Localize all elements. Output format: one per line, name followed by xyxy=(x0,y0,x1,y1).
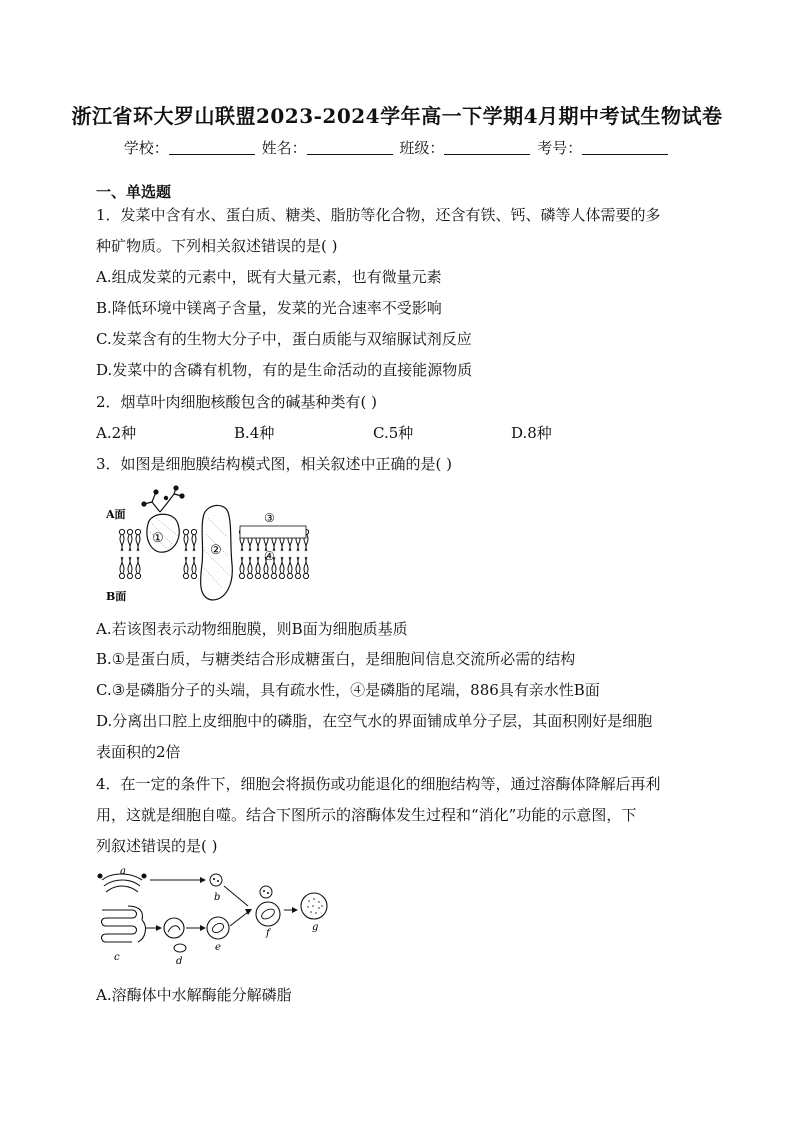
q1-option-c[interactable]: C.发菜含有的生物大分子中，蛋白质能与双缩脲试剂反应 xyxy=(96,330,472,348)
sugar-chain xyxy=(142,486,184,512)
label-d: d xyxy=(176,956,183,967)
phospholipid-tail xyxy=(192,535,196,551)
figure-number-2: ② xyxy=(210,543,222,558)
label-c: c xyxy=(114,952,120,963)
q1-option-d[interactable]: D.发菜中的含磷有机物，有的是生命活动的直接能源物质 xyxy=(96,361,473,379)
phospholipid-tail xyxy=(248,557,252,573)
phospholipid-head xyxy=(135,573,140,578)
phospholipid-tail xyxy=(136,557,140,573)
figure-number-4: ④ xyxy=(264,549,275,563)
phospholipid-tail xyxy=(192,557,196,573)
class-blank[interactable] xyxy=(444,139,530,155)
phospholipid-head xyxy=(127,529,132,534)
q3-option-a[interactable]: A.若该图表示动物细胞膜，则B面为细胞质基质 xyxy=(96,620,408,638)
phospholipid-head-region xyxy=(240,526,306,538)
phospholipid-head xyxy=(287,573,292,578)
label-a: a xyxy=(120,866,126,877)
phospholipid-head xyxy=(127,573,132,578)
q3-option-d-line2: 表面积的2倍 xyxy=(96,743,181,761)
q3-option-b[interactable]: B.①是蛋白质，与糖类结合形成糖蛋白，是细胞间信息交流所必需的结构 xyxy=(96,650,576,668)
label-g: g xyxy=(312,922,319,933)
phospholipid-head xyxy=(119,529,124,534)
phospholipid-head xyxy=(191,529,196,534)
phospholipid-tail xyxy=(184,535,188,551)
school-blank[interactable] xyxy=(169,139,255,155)
student-info-row xyxy=(0,137,794,158)
figure-number-3: ③ xyxy=(264,511,275,525)
name-blank[interactable] xyxy=(307,139,393,155)
phospholipid-tail xyxy=(136,535,140,551)
phospholipid-head xyxy=(239,573,244,578)
endoplasmic-reticulum xyxy=(102,906,146,942)
phospholipid-tail xyxy=(120,535,124,551)
phospholipid-head xyxy=(303,573,308,578)
autophagy-figure xyxy=(98,866,338,966)
phospholipid-tail xyxy=(184,557,188,573)
q3-option-d-line1[interactable]: D.分离出口腔上皮细胞中的磷脂，在空气水的界面铺成单分子层，其面积刚好是细胞 xyxy=(96,712,653,730)
phospholipid-head xyxy=(183,573,188,578)
figure-number-1: ① xyxy=(152,531,164,546)
phospholipid-head xyxy=(295,573,300,578)
label-b: b xyxy=(214,892,221,903)
phagophore xyxy=(164,918,184,938)
q1-stem-line1: 1．发菜中含有水、蛋白质、糖类、脂肪等化合物，还含有铁、钙、磷等人体需要的多 xyxy=(96,206,661,224)
phospholipid-head xyxy=(271,573,276,578)
cell-membrane-figure xyxy=(100,484,320,609)
phospholipid-head xyxy=(263,573,268,578)
phospholipid-head xyxy=(247,573,252,578)
phospholipid-head xyxy=(255,573,260,578)
figure-label-a: A面 xyxy=(106,508,126,521)
q3-option-c[interactable]: C.③是磷脂分子的头端，具有疏水性，④是磷脂的尾端，886具有亲水性B面 xyxy=(96,681,600,699)
q2-stem: 2．烟草叶肉细胞核酸包含的碱基种类有( ) xyxy=(96,393,378,411)
q2-option-a[interactable]: A.2种 xyxy=(96,424,137,442)
q3-stem: 3．如图是细胞膜结构模式图，相关叙述中正确的是( ) xyxy=(96,455,453,473)
q1-option-b[interactable]: B.降低环境中镁离子含量，发菜的光合速率不受影响 xyxy=(96,299,442,317)
exam-number-label: 考号： xyxy=(537,139,583,157)
phospholipid-tail xyxy=(288,557,292,573)
section-heading: 一、单选题 xyxy=(96,183,172,201)
exam-number-blank[interactable] xyxy=(582,139,668,155)
label-f: f xyxy=(266,928,270,939)
school-label: 学校： xyxy=(123,139,169,157)
phospholipid-head xyxy=(183,529,188,534)
q2-option-c[interactable]: C.5种 xyxy=(373,424,414,442)
residual-body-g xyxy=(301,893,327,919)
q1-option-a[interactable]: A.组成发菜的元素中，既有大量元素，也有微量元素 xyxy=(96,268,442,286)
damaged-organelle-d xyxy=(174,944,186,952)
phospholipid-head xyxy=(279,573,284,578)
figure-label-b: B面 xyxy=(106,590,127,603)
phospholipid-tail xyxy=(304,557,308,573)
q4-option-a[interactable]: A.溶酶体中水解酶能分解磷脂 xyxy=(96,986,292,1004)
q2-option-d[interactable]: D.8种 xyxy=(511,424,552,442)
label-e: e xyxy=(215,942,221,953)
name-label: 姓名： xyxy=(261,139,307,157)
phospholipid-tail xyxy=(280,557,284,573)
phospholipid-tail xyxy=(128,557,132,573)
q1-stem-line2: 种矿物质。下列相关叙述错误的是( ) xyxy=(96,237,338,255)
phospholipid-head xyxy=(119,573,124,578)
phospholipid-tail xyxy=(296,557,300,573)
primary-lysosome-b xyxy=(210,874,222,886)
phospholipid-head xyxy=(135,529,140,534)
q4-stem-line2: 用，这就是细胞自噬。结合下图所示的溶酶体发生过程和“消化”功能的示意图，下 xyxy=(96,806,637,824)
q2-option-b[interactable]: B.4种 xyxy=(234,424,275,442)
exam-title: 浙江省环大罗山联盟2023-2024学年高一下学期4月期中考试生物试卷 xyxy=(71,104,723,128)
phospholipid-tail xyxy=(256,557,260,573)
phospholipid-head xyxy=(191,573,196,578)
q4-stem-line3: 列叙述错误的是( ) xyxy=(96,837,218,855)
phospholipid-tail xyxy=(128,535,132,551)
q4-stem-line1: 4．在一定的条件下，细胞会将损伤或功能退化的细胞结构等，通过溶酶体降解后再利 xyxy=(96,775,661,793)
phospholipid-tail xyxy=(240,557,244,573)
phospholipid-tail xyxy=(120,557,124,573)
class-label: 班级： xyxy=(399,139,445,157)
